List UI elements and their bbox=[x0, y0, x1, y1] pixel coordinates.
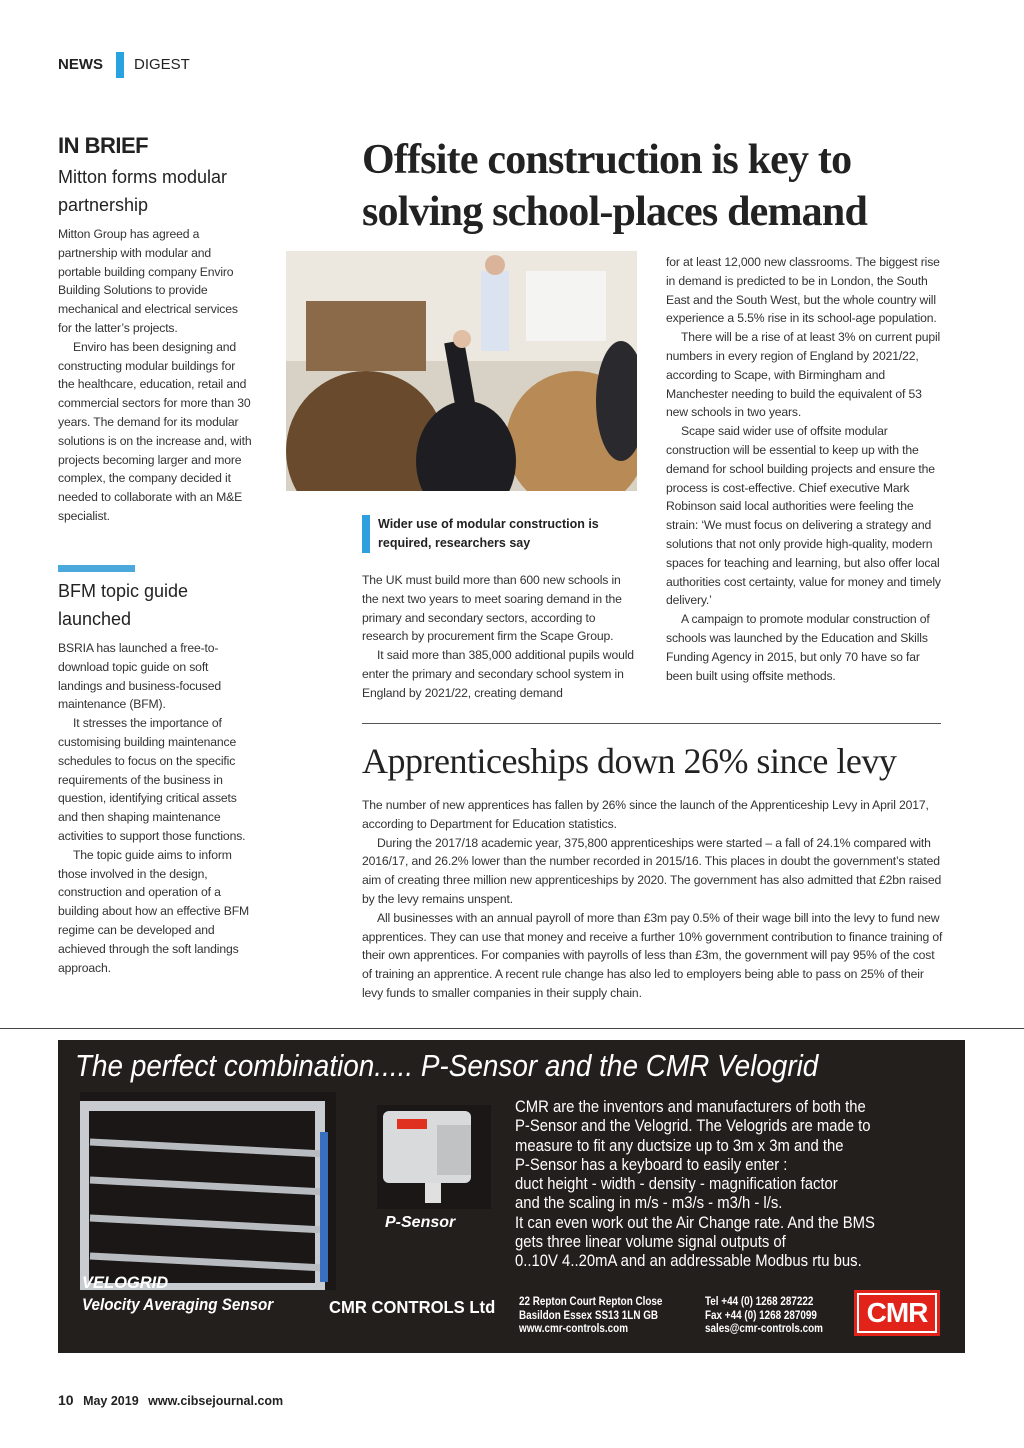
brief-paragraph: Enviro has been designing and constructing modular buildings for the healthcare, education, retail and commercial sectors for more than 30 years. The demand for its modular solutions is on the increase and, with projects becoming larger and more complex, the company decided it needed to collaborate with an M&E specialist. bbox=[58, 339, 252, 523]
advert-line: CMR are the inventors and manufacturers of both the bbox=[515, 1098, 866, 1116]
article-paragraph: The UK must build more than 600 new schools in the next two years to meet soaring demand in the primary and secondary sectors, according to research by procurement firm the Scape Group. bbox=[362, 573, 622, 644]
address-line: 22 Repton Court Repton Close bbox=[519, 1296, 663, 1308]
brief-title: BFM topic guide launched bbox=[58, 581, 189, 629]
section-label: NEWS bbox=[58, 56, 103, 73]
email-link[interactable]: sales@cmr-controls.com bbox=[705, 1323, 823, 1335]
company-name: CMR CONTROLS Ltd bbox=[329, 1297, 496, 1317]
article-headline: Apprenticeships down 26% since levy bbox=[362, 741, 897, 781]
advert-title: The perfect combination..... P-Sensor and the CMR Velogrid bbox=[75, 1048, 819, 1083]
velogrid-image bbox=[80, 1092, 336, 1290]
journal-website[interactable]: www.cibsejournal.com bbox=[148, 1394, 284, 1408]
article-paragraph: Scape said wider use of offsite modular construction will be essential to keep up with the demand for school building projects and ensure the process is cost-effective. Chief executive Mark Robinson said local authorities were feeling the strain: ‘We must focus on delivering a strategy and solutions that not only provide high-quality, modern spaces for teaching and learning, but also offer local authorities cost certainty, value for money and timely delivery.’ bbox=[666, 424, 941, 608]
photo-caption: Wider use of modular construction is required, researchers say bbox=[362, 515, 628, 553]
article-paragraph: All businesses with an annual payroll of more than £3m pay 0.5% of their wage bill into the levy to fund new apprentices. They can use that money and receive a further 10% government contribution to finance training of their own apprentices. For companies with payrolls of less than £3m, the government will pay 95% of the cost of training an apprentice. A recent rule change has also led to employers being able to pass on 25% of their levy funds to smaller companies in their supply chain. bbox=[362, 910, 943, 1000]
article-paragraph: There will be a rise of at least 3% on current pupil numbers in every region of England by 2021/22, according to Scape, with Birmingham and Manchester needing to build the equivalent of 53 new schools in two years. bbox=[666, 330, 941, 420]
brief-item-mitton bbox=[58, 163, 258, 526]
velogrid-subtitle: Velocity Averaging Sensor bbox=[82, 1296, 274, 1314]
cmr-logo-text: CMR bbox=[857, 1293, 937, 1333]
subsection-label: DIGEST bbox=[134, 56, 190, 73]
article-divider bbox=[362, 723, 941, 724]
p-sensor-image bbox=[377, 1105, 491, 1209]
fax: Fax +44 (0) 1268 287099 bbox=[705, 1309, 817, 1322]
advert-body bbox=[515, 1098, 916, 1272]
article-paragraph: It said more than 385,000 additional pupils would enter the primary and secondary school system in England by 2021/22, creating demand bbox=[362, 648, 634, 700]
brief-paragraph: Mitton Group has agreed a partnership with modular and portable building company Enviro Building Solutions to provide mechanical and electrical services for the latter’s projects. bbox=[58, 227, 238, 335]
article-paragraph: for at least 12,000 new classrooms. The biggest rise in demand is predicted to be in London, the South East and the South West, but the whole country will experience a 5.5% rise in its school-age population. bbox=[666, 255, 940, 326]
page-number: 10 bbox=[58, 1392, 74, 1408]
website-link[interactable]: www.cmr-controls.com bbox=[519, 1323, 629, 1335]
telephone: Tel +44 (0) 1268 287222 bbox=[705, 1296, 814, 1308]
advert-line: It can even work out the Air Change rate. And the BMS bbox=[515, 1213, 875, 1232]
brief-item-bfm bbox=[58, 577, 258, 977]
article-column-1 bbox=[362, 571, 638, 703]
advert-line: P-Sensor has a keyboard to easily enter : bbox=[515, 1155, 788, 1174]
sidebar-divider bbox=[58, 565, 135, 572]
article-column-2 bbox=[666, 253, 944, 685]
article-paragraph: During the 2017/18 academic year, 375,800 apprenticeships were started – a fall of 24.1% compared with 2016/17, and 26.2% lower than the number recorded in 2015/16. This places in doubt the government’s stated aim of creating three million new apprenticeships by 2020. The government has also admitted that £2bn raised by the levy remains unspent. bbox=[362, 835, 942, 906]
cmr-logo bbox=[854, 1290, 940, 1336]
brief-paragraph: It stresses the importance of customising building maintenance schedules to focus on the specific requirements of the business in question, identifying critical assets and then shaping maintenance activities to support those functions. bbox=[58, 716, 246, 843]
issue-date: May 2019 bbox=[83, 1394, 139, 1408]
article-paragraph: The number of new apprentices has fallen by 26% since the launch of the Apprenticeship Levy in April 2017, according to Department for Education statistics. bbox=[362, 798, 929, 831]
article-headline: Offsite construction is key to solving school-places demand bbox=[362, 137, 867, 235]
advert-line: 0..10V 4..20mA and an addressable Modbus rtu bus. bbox=[515, 1252, 862, 1271]
velogrid-label: VELOGRID bbox=[82, 1274, 169, 1292]
advert-line: P-Sensor and the Velogrid. The Velogrids are made to bbox=[515, 1117, 871, 1136]
brief-paragraph: The topic guide aims to inform those involved in the design, construction and operation of a building about how an effective BFM regime can be developed and achieved through the soft landings approach. bbox=[58, 847, 249, 975]
in-brief-heading: IN BRIEF bbox=[58, 133, 149, 158]
advert-line: duct height - width - density - magnification factor bbox=[515, 1175, 838, 1194]
company-address bbox=[519, 1296, 662, 1337]
section-divider bbox=[116, 52, 124, 78]
cmr-advert[interactable] bbox=[58, 1040, 965, 1353]
page-footer bbox=[58, 1392, 283, 1408]
advert-line: measure to fit any ductsize up to 3m x 3m and the bbox=[515, 1136, 844, 1155]
company-contact bbox=[705, 1296, 823, 1337]
address-line: Basildon Essex SS13 1LN GB bbox=[519, 1309, 659, 1322]
brief-paragraph: BSRIA has launched a free-to-download topic guide on soft landings and business-focused maintenance (BFM). bbox=[58, 641, 222, 712]
advert-line: gets three linear volume signal outputs of bbox=[515, 1233, 786, 1252]
p-sensor-label: P-Sensor bbox=[385, 1214, 456, 1231]
advert-line: and the scaling in m/s - m3/s - m3/h - l/s. bbox=[515, 1194, 783, 1213]
classroom-photo bbox=[286, 251, 637, 491]
article-body bbox=[362, 796, 944, 1003]
article-paragraph: A campaign to promote modular construction of schools was launched by the Education and Skills Funding Agency in 2015, but only 70 have so far been built using offsite methods. bbox=[666, 612, 930, 683]
advert-divider bbox=[0, 1028, 1024, 1029]
brief-title: Mitton forms modular partnership bbox=[58, 167, 228, 215]
